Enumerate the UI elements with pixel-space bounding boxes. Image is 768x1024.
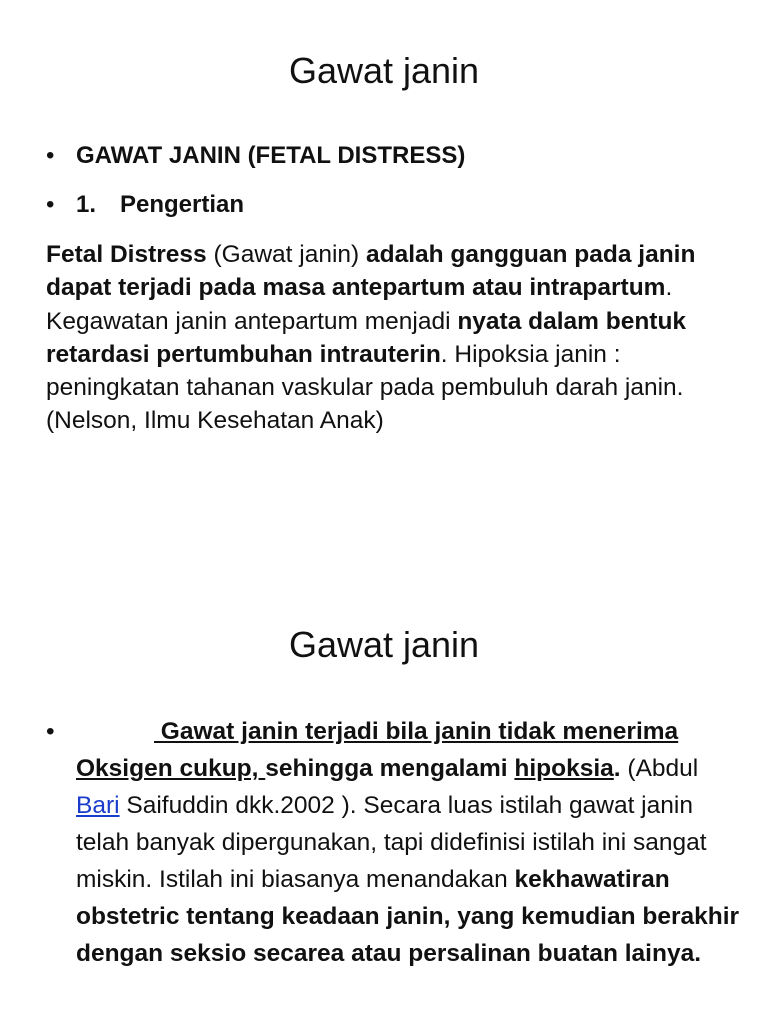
slide-2-title: Gawat janin — [288, 624, 480, 665]
text-period: . — [613, 755, 621, 782]
para-segment: (Gawat janin) — [206, 241, 366, 268]
text-citation-start: (Abdul — [620, 755, 699, 782]
text-underlined-1: Gawat janin terjadi bila janin tidak menerima Oksigen cukup, — [76, 718, 679, 782]
bullet-fetal-distress — [46, 142, 465, 170]
bullet-2-number: 1. — [76, 191, 97, 218]
slide-2-bullet — [46, 713, 746, 972]
bari-link[interactable]: Bari — [76, 792, 120, 819]
para-segment: nyata dalam bentuk retardasi pertumbuhan intrauterin — [46, 307, 687, 368]
text-normal-body: Saifuddin dkk.2002 ). Secara luas istilah gawat janin telah banyak dipergunakan, tapi didefinisi istilah ini sangat miskin. Istilah ini biasanya menandakan — [76, 792, 707, 893]
para-segment: adalah gangguan pada janin dapat terjadi pada masa antepartum atau intrapartum — [46, 241, 696, 302]
slide-1-title: Gawat janin — [288, 50, 480, 91]
slide-2-text — [76, 713, 746, 972]
definition-paragraph — [46, 238, 736, 438]
para-segment: Fetal Distress — [46, 241, 207, 268]
text-hipoksia: hipoksia — [514, 755, 614, 782]
text-bold-1: sehingga mengalami — [265, 755, 515, 782]
bullet-1-text: GAWAT JANIN (FETAL DISTRESS) — [76, 142, 466, 169]
slide-2 — [0, 580, 768, 1024]
bullet-dot: • — [46, 142, 55, 169]
para-segment: . Kegawatan janin antepartum menjadi — [46, 274, 673, 335]
bullet-2-label: Pengertian — [120, 191, 245, 218]
bullet-pengertian — [46, 191, 244, 219]
para-segment: . Hipoksia janin : peningkatan tahanan vaskular pada pembuluh darah janin. (Nelson, Ilmu Kesehatan Anak) — [46, 340, 684, 435]
bullet-dot: • — [46, 718, 55, 745]
bullet-dot: • — [46, 191, 55, 218]
text-bold-2: kekhawatiran obstetric tentang keadaan janin, yang kemudian berakhir dengan seksio secarea atau persalinan buatan lainya. — [76, 866, 740, 967]
